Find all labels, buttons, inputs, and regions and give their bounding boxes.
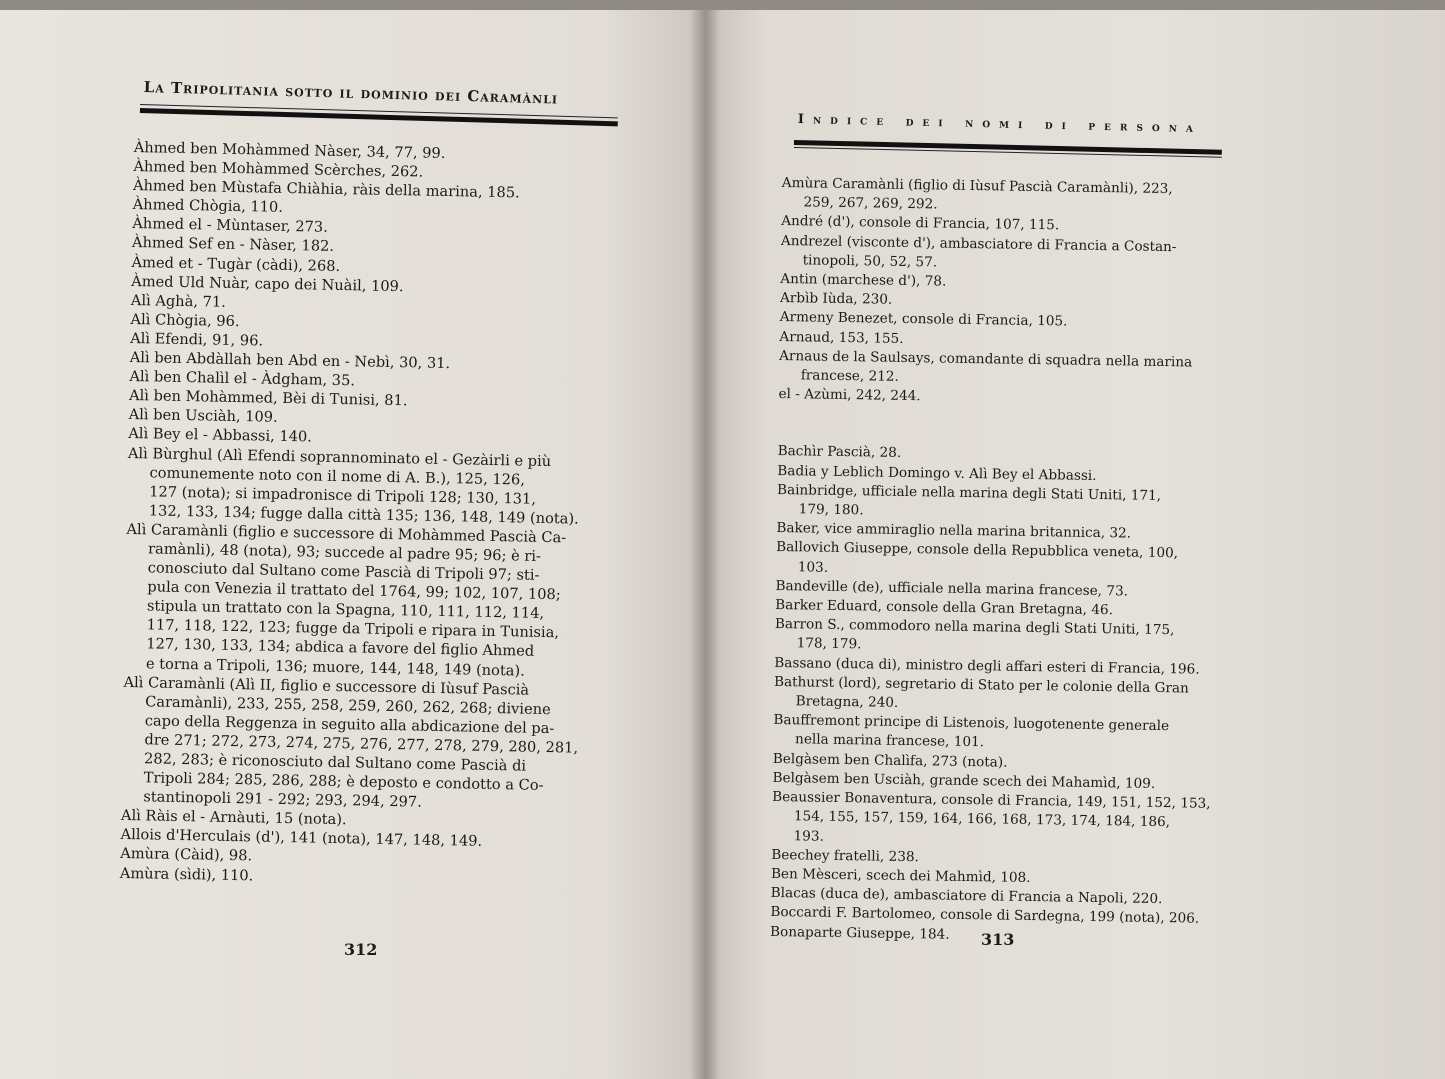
index-entry-line: Alì Caramànli (Alì II, figlio e successore di Iùsuf Pascià [123, 673, 530, 699]
index-entry-line: André (d'), console di Francia, 107, 115. [781, 213, 1060, 234]
left-index-list [120, 138, 612, 892]
index-entry-line: Alì Aghà, 71. [130, 291, 227, 311]
index-entry-line: Boccardi F. Bartolomeo, console di Sardegna, 199 (nota), 206. [770, 904, 1200, 927]
left-page [0, 10, 706, 1079]
index-entry-line: el - Azùmi, 242, 244. [778, 386, 921, 405]
index-entry-continuation: tinopoli, 50, 52, 57. [802, 252, 938, 271]
index-entry-line: Antin (marchese d'), 78. [780, 271, 947, 290]
index-entry-continuation: francese, 212. [800, 367, 899, 385]
right-index-list [770, 174, 1222, 949]
index-entry-continuation: capo della Reggenza in seguito alla abdicazione del pa- [144, 712, 555, 737]
index-entry-continuation: Tripoli 284; 285, 286, 288; è deposto e condotto a Co- [143, 769, 544, 795]
index-entry-continuation: pula con Venezia il trattato del 1764, 99; 102, 107, 108; [147, 578, 561, 604]
index-entry-line: Arnaud, 153, 155. [779, 328, 904, 347]
index-entry-line: Alì Bey el - Abbassi, 140. [128, 425, 313, 446]
left-running-head: La Tripolitania sotto il dominio dei Caramànli [143, 78, 559, 108]
right-page [706, 10, 1445, 1079]
index-entry-line: Blacas (duca de), ambasciatore di Francia a Napoli, 220. [770, 885, 1163, 908]
index-entry-line: Àmed et - Tugàr (càdi), 268. [131, 253, 341, 275]
book-gutter [690, 10, 720, 1079]
index-entry-line: Alì ben Abdàllah ben Abd en - Nebì, 30, 31. [129, 348, 451, 373]
index-entry-line: Bachìr Pascià, 28. [777, 443, 902, 462]
right-page-number: 313 [981, 930, 1015, 949]
index-entry-line: Àhmed ben Mohàmmed Nàser, 34, 77, 99. [133, 138, 446, 162]
index-entry-line: Àhmed el - Mùntaser, 273. [132, 215, 328, 237]
index-entry-continuation: stipula un trattato con la Spagna, 110, 111, 112, 114, [146, 597, 545, 623]
index-entry-continuation: 179, 180. [798, 501, 864, 519]
index-entry-line: Bainbridge, ufficiale nella marina degli Stati Uniti, 171, [776, 481, 1162, 504]
index-entry-continuation: 259, 267, 269, 292. [803, 194, 938, 213]
index-entry-line: Belgàsem ben Usciàh, grande scech dei Mahamìd, 109. [772, 769, 1156, 792]
index-entry-continuation: Bretagna, 240. [795, 693, 899, 711]
index-entry-line: Amùra (Càid), 98. [120, 845, 253, 865]
index-entry-line: Arnaus de la Saulsays, comandante di squadra nella marina [779, 347, 1193, 371]
index-entry-continuation: 127, 130, 133, 134; abdica a favore del figlio Ahmed [146, 635, 535, 661]
index-entry-line: Beechey fratelli, 238. [771, 846, 920, 865]
index-entry-continuation: e torna a Tripoli, 136; muore, 144, 148, 149 (nota). [145, 654, 525, 680]
index-entry-line: Belgàsem ben Chalìfa, 273 (nota). [772, 750, 1008, 771]
index-entry-line: Allois d'Herculais (d'), 141 (nota), 147, 148, 149. [120, 826, 483, 851]
index-entry-line: Alì Ràis el - Arnàuti, 15 (nota). [120, 807, 347, 829]
index-entry-line: Àhmed Chògia, 110. [132, 196, 284, 217]
index-entry-line: Àhmed Sef en - Nàser, 182. [131, 234, 335, 256]
index-entry-line: Ballovich Giuseppe, console della Repubblica veneta, 100, [776, 539, 1179, 562]
index-entry-line: Barron S., commodoro nella marina degli Stati Uniti, 175, [774, 616, 1175, 639]
index-entry-line: Àhmed ben Mohàmmed Scèrches, 262. [133, 158, 424, 181]
index-entry-line: Baker, vice ammiraglio nella marina britannica, 32. [776, 520, 1132, 542]
index-entry-line: Alì ben Usciàh, 109. [128, 406, 278, 427]
index-entry-continuation: 193. [793, 827, 825, 845]
index-entry-continuation: conosciuto dal Sultano come Pascià di Tripoli 97; sti- [147, 559, 540, 584]
index-entry [774, 615, 1215, 660]
index-entry-continuation: 103. [797, 558, 829, 576]
index-entry [771, 788, 1212, 853]
index-entry-continuation: stantinopoli 291 - 292; 293, 294, 297. [143, 788, 422, 811]
index-entry-line: Alì Efendi, 91, 96. [129, 329, 264, 350]
index-entry-line: Armeny Benezet, console di Francia, 105. [779, 309, 1068, 330]
index-entry-continuation: dre 271; 272, 273, 274, 275, 276, 277, 278, 279, 280, 281, [144, 731, 579, 757]
index-entry-line: Barker Eduard, console della Gran Bretagna, 46. [775, 597, 1114, 619]
index-entry-continuation: 127 (nota); si impadronisce di Tripoli 128; 130, 131, [149, 483, 537, 508]
right-running-head: Indice dei nomi di persona [797, 112, 1203, 137]
index-entry-line: Beaussier Bonaventura, console di Francia, 149, 151, 152, 153, [772, 789, 1211, 812]
index-entry-continuation: 117, 118, 122, 123; fugge da Tripoli e ripara in Tunisia, [146, 616, 560, 642]
index-entry-line: Amùra (sìdi), 110. [119, 864, 254, 884]
index-entry-line: Alì ben Chalìl el - Àdgham, 35. [129, 368, 356, 390]
index-entry-line: Bathurst (lord), segretario di Stato per le colonie della Gran [773, 673, 1189, 697]
index-entry-continuation: 178, 179. [796, 635, 862, 653]
index-entry-continuation: ramànli), 48 (nota), 93; succede al padre 95; 96; è ri- [147, 540, 542, 565]
index-entry-line: Alì Caramànli (figlio e successore di Mohàmmed Pascià Ca- [126, 520, 567, 547]
index-entry-continuation: nella marina francese, 101. [794, 731, 985, 751]
index-entry-line: Arbìb Iùda, 230. [779, 290, 893, 308]
index-entry-continuation: comunemente noto con il nome di A. B.), 125, 126, [149, 463, 526, 489]
index-entry-line: Àhmed ben Mùstafa Chiàhia, ràis della marina, 185. [132, 177, 520, 202]
index-entry-continuation: 154, 155, 157, 159, 164, 166, 168, 173, 174, 184, 186, [793, 808, 1171, 831]
index-entry-line: Ben Mèsceri, scech dei Mahmìd, 108. [770, 865, 1031, 886]
index-entry-line: Amùra Caramànli (figlio di Iùsuf Pascià Caramànli), 223, [781, 174, 1173, 198]
index-entry-continuation: 282, 283; è riconosciuto dal Sultano come Pascià di [143, 750, 527, 775]
index-entry [127, 443, 606, 529]
index-entry-line: Bauffremont principe di Listenois, luogotenente generale [773, 712, 1170, 735]
index-entry-line: Bassano (duca di), ministro degli affari esteri di Francia, 196. [774, 654, 1200, 678]
index-entry-line: Bandeville (de), ufficiale nella marina francese, 73. [775, 577, 1129, 600]
index-entry [121, 673, 601, 816]
index-entry-line: Alì Chògia, 96. [130, 310, 240, 330]
index-entry-continuation: 132, 133, 134; fugge dalla città 135; 136, 148, 149 (nota). [148, 502, 579, 528]
index-entry-line: Alì ben Mohàmmed, Bèi di Tunisi, 81. [128, 387, 408, 410]
index-entry-line: Bonaparte Giuseppe, 184. [769, 923, 950, 943]
index-entry-line: Alì Bùrghul (Alì Efendi soprannominato el - Gezàirli e più [127, 444, 552, 470]
left-page-number: 312 [344, 940, 378, 959]
index-entry-line: Badia y Leblich Domingo v. Alì Bey el Abbassi. [777, 462, 1097, 484]
index-entry-continuation: Caramànli), 233, 255, 258, 259, 260, 262, 268; diviene [145, 693, 551, 718]
index-entry [124, 520, 605, 682]
index-entry-line: Àmed Uld Nuàr, capo dei Nuàil, 109. [131, 272, 404, 295]
index-entry-line: Andrezel (visconte d'), ambasciatore di Francia a Costan- [780, 232, 1177, 255]
index-entry [773, 711, 1214, 756]
